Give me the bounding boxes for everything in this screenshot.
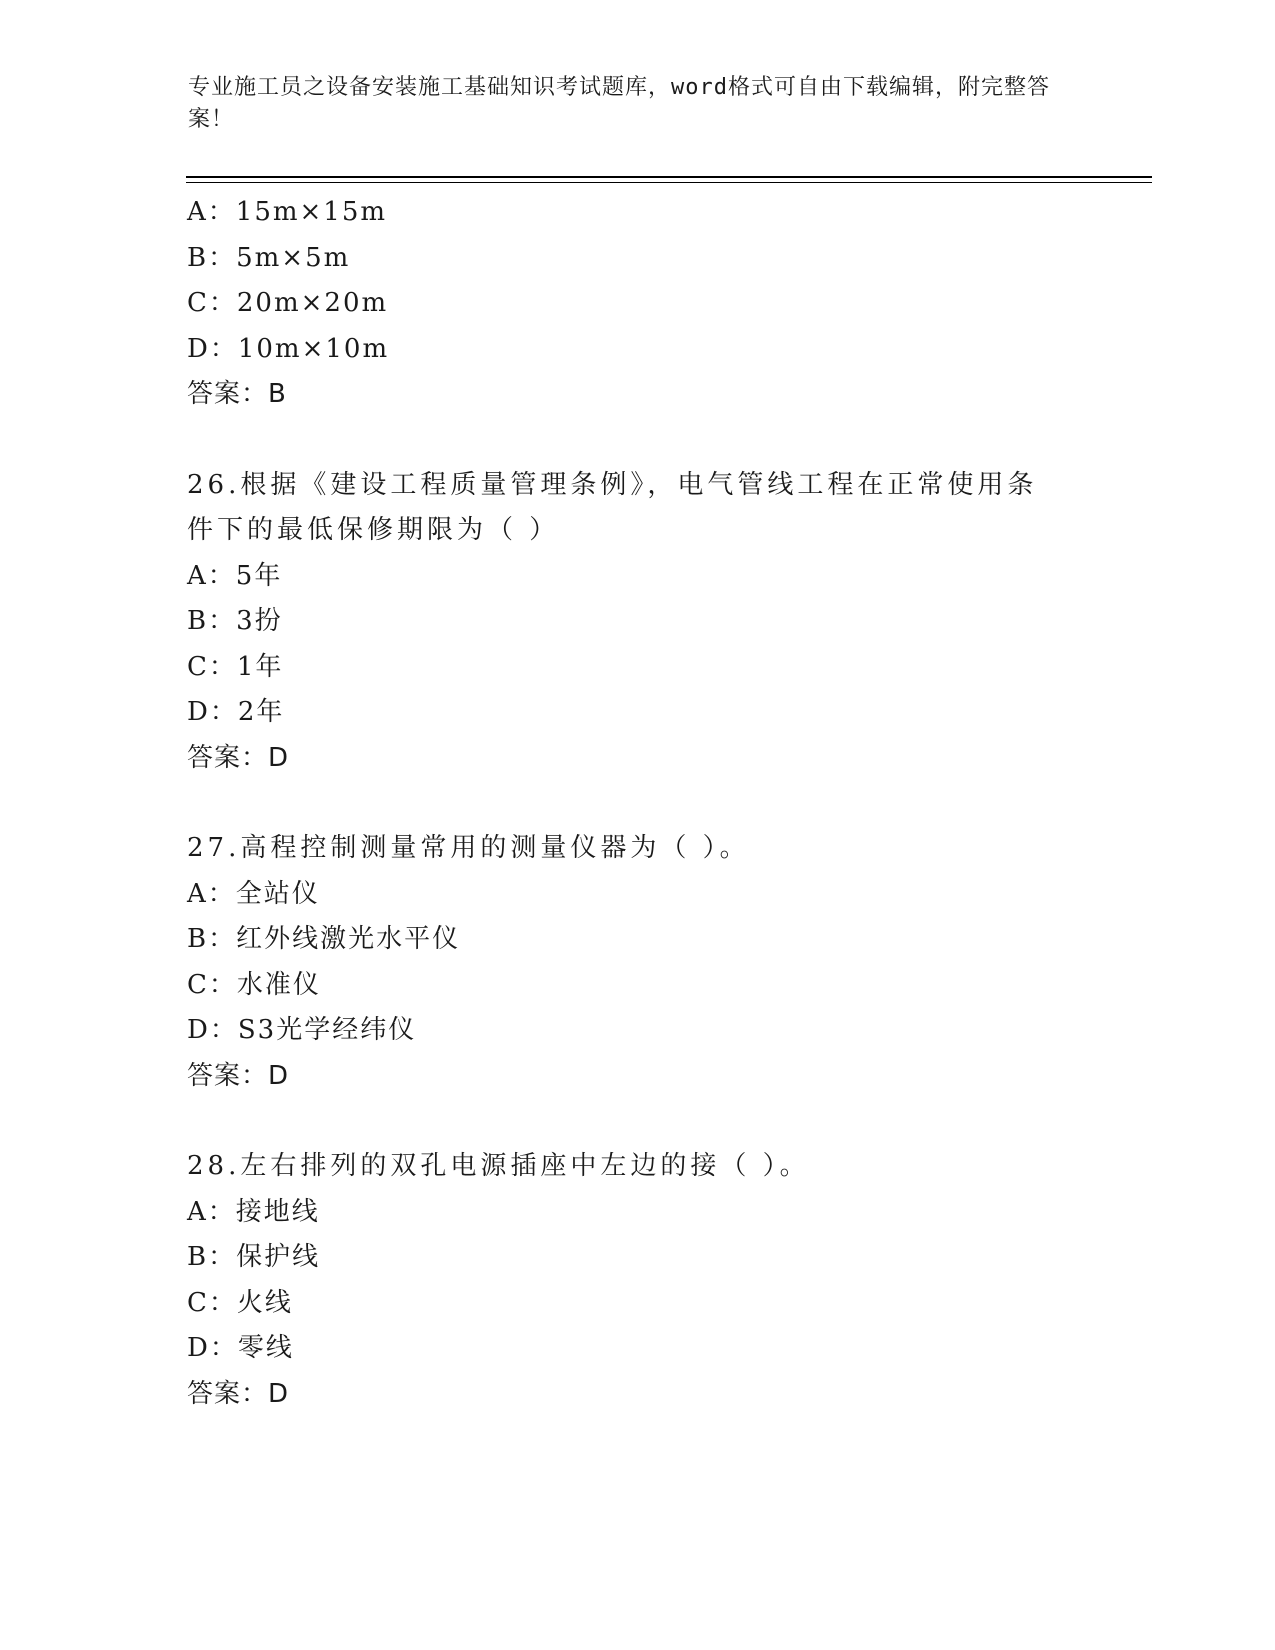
question-25 [187, 190, 1087, 418]
option-d: D：2年 [187, 697, 285, 727]
option-b: B：5m×5m [187, 242, 351, 273]
answer-line: 答案：D [187, 1060, 290, 1091]
option-c: C：20m×20m [187, 288, 389, 318]
spacer [187, 418, 1087, 463]
option-d: D：零线 [187, 1333, 294, 1363]
option-b: B：3扮 [187, 606, 283, 636]
question-stem: 28.左右排列的双孔电源插座中左边的接（ ）。 [187, 1151, 810, 1181]
header-rule-thick [186, 176, 1152, 178]
header-rule-thin [186, 182, 1152, 183]
question-27 [187, 826, 1087, 1099]
answer-line: 答案：D [187, 742, 290, 773]
spacer [187, 781, 1087, 826]
option-c: C：1年 [187, 651, 284, 682]
answer-line: 答案：D [187, 1378, 290, 1409]
question-28 [187, 1144, 1087, 1417]
option-c: C：火线 [187, 1287, 293, 1318]
document-header: 专业施工员之设备安装施工基础知识考试题库，word格式可自由下载编辑，附完整答案！ [188, 75, 1050, 132]
spacer [187, 1099, 1087, 1144]
option-a: A：5年 [187, 560, 283, 591]
option-a: A：接地线 [187, 1196, 320, 1227]
option-b: B：红外线激光水平仪 [187, 924, 461, 954]
option-a: A：15m×15m [187, 197, 388, 227]
option-c: C：水准仪 [187, 969, 321, 1000]
answer-line: 答案：B [187, 379, 287, 409]
option-d: D：10m×10m [187, 333, 390, 364]
question-26 [187, 463, 1087, 782]
question-stem: 27.高程控制测量常用的测量仪器为（ ）。 [187, 833, 750, 863]
question-stem: 26.根据《建设工程质量管理条例》，电气管线工程在正常使用条件下的最低保修期限为（ ） [187, 469, 1038, 545]
option-a: A：全站仪 [187, 878, 320, 909]
option-d: D：S3光学经纬仪 [187, 1015, 417, 1045]
question-list [187, 190, 1087, 1417]
option-b: B：保护线 [187, 1242, 321, 1272]
